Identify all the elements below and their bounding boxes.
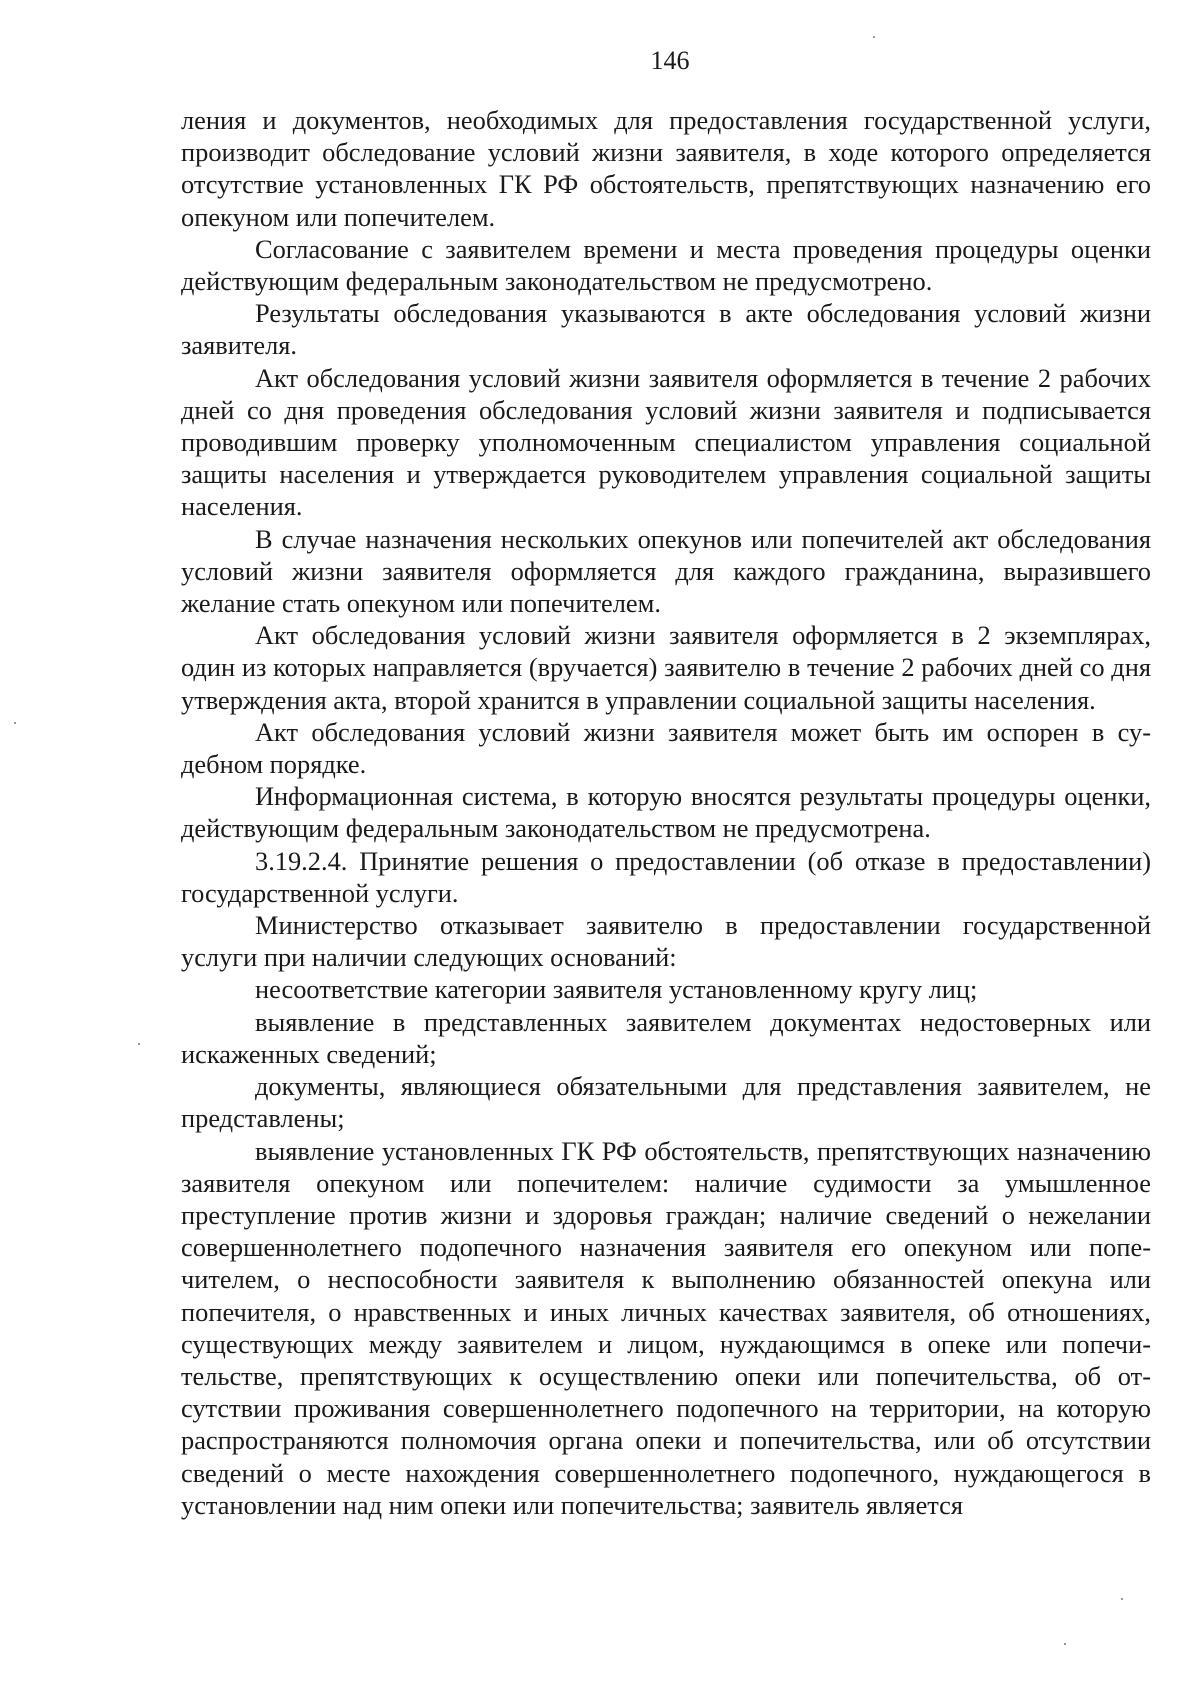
page-number: 146 <box>650 46 690 75</box>
refusal-ground-item: выявление установленных ГК РФ обстоятельств, препятствующих назначению заявителя опекуном или попечителем: наличие судимости за умышленное преступление против жизни и здоровья граждан; наличие сведений о нежелании совершеннолетнего подопечного назначения заявителя его опекуном или попечителем, о неспособности заявителя к выполнению обязанностей опекуна или попечителя, о нравственных и иных личных качествах заявителя, об отношениях, существующих между заявителем и лицом, нуждающимся в опеке или попечительстве, препятствующих к осуществлению опеки или попечительства, об отсутствии проживания совершеннолетнего подопечного на территории, на которую распространяются полномочия органа опеки и попечительства, или об отсутствии сведений о месте нахождения совершеннолетнего подопечного, нуждающегося в установлении над ним опеки или попечительства; заявитель является <box>181 1135 1151 1520</box>
scan-speck <box>1121 1598 1123 1600</box>
paragraph-continuation: ления и документов, необходимых для предоставления государственной услуги, производит обследование условий жизни заявителя, в ходе которого определяется отсутствие установленных ГК РФ обстоятельств, препятствующих назначению его опекуном или попечителем. <box>181 105 1151 232</box>
paragraph-info-system: Информационная система, в которую вносятся результаты процедуры оценки, действующим федеральным законодательством не предусмотрена. <box>181 781 1151 844</box>
paragraph-act-deadline: Акт обследования условий жизни заявителя оформляется в течение 2 рабочих дней со дня проведения обследования условий жизни заявителя и подписывается проводившим проверку уполномоченным специалистом управления социальной защиты населения и утверждается руководителем управления социальной защиты населения. <box>181 362 1151 522</box>
paragraph-appeal: Акт обследования условий жизни заявителя может быть им оспорен в судебном порядке. <box>181 716 1151 780</box>
refusal-ground-item: выявление в представленных заявителем документах недостоверных или искаженных сведений; <box>181 1006 1151 1069</box>
scan-speck <box>14 722 16 724</box>
section-heading: 3.19.2.4. Принятие решения о предоставлении (об отказе в предоставлении) государственной услуги. <box>181 845 1151 908</box>
refusal-ground-item: несоответствие категории заявителя установленному кругу лиц; <box>255 974 978 1005</box>
paragraph-copies: Акт обследования условий жизни заявителя оформляется в 2 экземплярах, один из которых направляется (вручается) заявителю в течение 2 рабочих дней со дня утверждения акта, второй хранится в управлении социальной защиты населения. <box>181 620 1151 715</box>
scan-speck <box>873 36 875 38</box>
refusal-ground-item: документы, являющиеся обязательными для представления заявителем, не представлены; <box>181 1071 1151 1134</box>
paragraph-results: Результаты обследования указываются в акте обследования условий жизни заявителя. <box>181 298 1151 361</box>
scan-speck <box>1064 1643 1066 1645</box>
scan-speck <box>138 1043 140 1045</box>
paragraph-multiple-guardians: В случае назначения нескольких опекунов или попечителей акт обследования условий жизни заявителя оформляется для каждого гражданина, выразившего желание стать опекуном или попечителем. <box>181 523 1151 619</box>
body-text <box>181 104 1151 1521</box>
paragraph-agreement: Согласование с заявителем времени и места проведения процедуры оценки действующим федеральным законодательством не предусмотрено. <box>181 233 1151 297</box>
paragraph-refusal-intro: Министерство отказывает заявителю в предоставлении государственной услуги при наличии следующих оснований: <box>181 910 1151 973</box>
